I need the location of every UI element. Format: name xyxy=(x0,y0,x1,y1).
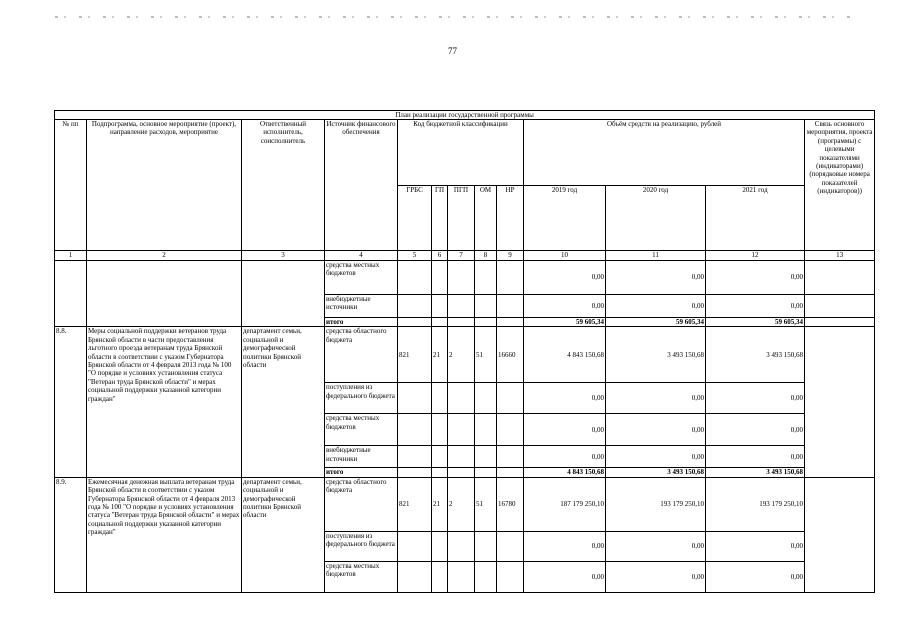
amount-2021: 0,00 xyxy=(706,261,805,295)
amount-2019: 0,00 xyxy=(524,295,606,318)
amount-2019: 0,00 xyxy=(524,446,606,468)
total-2020: 59 605,34 xyxy=(606,318,706,327)
amount-2021: 0,00 xyxy=(706,446,805,468)
col-number: 8 xyxy=(475,251,497,261)
amount-2021: 0,00 xyxy=(706,295,805,318)
header-subprogram: Подпрограмма, основное мероприятие (проект), направление расходов, мероприятие xyxy=(87,120,242,251)
measure-name: Меры социальной поддержки ветеранов труда Брянской области в части предоставления льготного проезда ветеранам труда Брянской области в соответствии с указом Губернатора Брянской области от 4 февраля 2013 года № 100 "О порядке и условиях установления статуса "Ветеран труда Брянской области" и мерах социальной поддержки указанной категории граждан" xyxy=(87,327,242,477)
amount-2020: 0,00 xyxy=(606,383,706,414)
source-label: средства местных бюджетов xyxy=(325,561,398,592)
amount-2019: 0,00 xyxy=(524,531,606,561)
executor-name: департамент семьи, социальной и демографической политики Брянской области xyxy=(242,477,325,592)
table-row xyxy=(55,477,875,531)
source-label: поступления из федерального бюджета xyxy=(325,531,398,561)
pgp-code: 2 xyxy=(448,327,475,383)
source-label: средства местных бюджетов xyxy=(325,261,398,295)
total-label: итого xyxy=(325,318,398,327)
header-row-1 xyxy=(55,120,875,186)
col-number: 10 xyxy=(524,251,606,261)
total-label: итого xyxy=(325,468,398,477)
grbs-code: 821 xyxy=(398,477,432,531)
total-2021: 3 493 150,68 xyxy=(706,468,805,477)
amount-2019: 187 179 250,10 xyxy=(524,477,606,531)
scan-noise-line xyxy=(55,16,855,18)
np-code: 16660 xyxy=(497,327,524,383)
source-label: поступления из федерального бюджета xyxy=(325,383,398,414)
amount-2020: 0,00 xyxy=(606,261,706,295)
np-code: 16780 xyxy=(497,477,524,531)
col-number: 2 xyxy=(87,251,242,261)
gp-code: 21 xyxy=(432,327,448,383)
amount-2020: 0,00 xyxy=(606,561,706,592)
amount-2021: 0,00 xyxy=(706,414,805,446)
total-2020: 3 493 150,68 xyxy=(606,468,706,477)
col-number: 11 xyxy=(606,251,706,261)
col-number: 13 xyxy=(805,251,875,261)
col-number: 12 xyxy=(706,251,805,261)
measure-name: Ежемесячная денежная выплата ветеранам труда Брянской области в соответствии с указом Губернатора Брянской области от 4 февраля 2013 года № 100 "О порядке и условиях установления статуса "Ветеран труда Брянской области" и мерах социальной поддержки указанной категории граждан" xyxy=(87,477,242,592)
amount-2021: 0,00 xyxy=(706,383,805,414)
table-row xyxy=(55,261,875,295)
header-2021: 2021 год xyxy=(706,185,805,251)
total-2019: 4 843 150,68 xyxy=(524,468,606,477)
amount-2019: 0,00 xyxy=(524,414,606,446)
om-code: 51 xyxy=(475,327,497,383)
col-number: 3 xyxy=(242,251,325,261)
plan-title-row xyxy=(55,111,875,120)
page-number: 77 xyxy=(448,46,457,56)
amount-2021: 3 493 150,68 xyxy=(706,327,805,383)
col-number: 6 xyxy=(432,251,448,261)
source-label: средства областного бюджета xyxy=(325,327,398,383)
header-link: Связь основного мероприятия, проекта (программы) с целевыми показателями (индикаторами) (порядковые номера показателей (индикаторов)) xyxy=(805,120,875,251)
source-label: средства местных бюджетов xyxy=(325,414,398,446)
amount-2020: 193 179 250,10 xyxy=(606,477,706,531)
col-number: 7 xyxy=(448,251,475,261)
header-np: НР xyxy=(497,185,524,251)
plan-title: План реализации государственной программы xyxy=(55,111,875,120)
amount-2020: 0,00 xyxy=(606,531,706,561)
total-2021: 59 605,34 xyxy=(706,318,805,327)
amount-2021: 0,00 xyxy=(706,561,805,592)
header-num: № пп xyxy=(55,120,87,251)
program-plan-table xyxy=(54,110,875,593)
amount-2020: 3 493 150,68 xyxy=(606,327,706,383)
header-budget-code: Код бюджетной классификации xyxy=(398,120,524,186)
grbs-code: 821 xyxy=(398,327,432,383)
header-om: ОМ xyxy=(475,185,497,251)
header-grbs: ГРБС xyxy=(398,185,432,251)
source-label: внебюджетные источники xyxy=(325,295,398,318)
pgp-code: 2 xyxy=(448,477,475,531)
column-numbers-row xyxy=(55,251,875,261)
row-number: 8.8. xyxy=(55,327,87,477)
col-number: 4 xyxy=(325,251,398,261)
col-number: 1 xyxy=(55,251,87,261)
header-gp: ГП xyxy=(432,185,448,251)
amount-2020: 0,00 xyxy=(606,446,706,468)
amount-2019: 0,00 xyxy=(524,261,606,295)
source-label: внебюджетные источники xyxy=(325,446,398,468)
om-code: 51 xyxy=(475,477,497,531)
col-number: 5 xyxy=(398,251,432,261)
header-2020: 2020 год xyxy=(606,185,706,251)
header-volume: Объём средств на реализацию, рублей xyxy=(524,120,805,186)
executor-name: департамент семьи, социальной и демографической политики Брянской области xyxy=(242,327,325,477)
table-row xyxy=(55,327,875,383)
col-number: 9 xyxy=(497,251,524,261)
total-2019: 59 605,34 xyxy=(524,318,606,327)
amount-2021: 0,00 xyxy=(706,531,805,561)
amount-2019: 4 843 150,68 xyxy=(524,327,606,383)
amount-2020: 0,00 xyxy=(606,295,706,318)
header-executor: Ответственный исполнитель, соисполнитель xyxy=(242,120,325,251)
gp-code: 21 xyxy=(432,477,448,531)
header-pgp: ПГП xyxy=(448,185,475,251)
header-source: Источник финансового обеспечения xyxy=(325,120,398,251)
amount-2020: 0,00 xyxy=(606,414,706,446)
source-label: средства областного бюджета xyxy=(325,477,398,531)
row-number: 8.9. xyxy=(55,477,87,592)
amount-2021: 193 179 250,10 xyxy=(706,477,805,531)
amount-2019: 0,00 xyxy=(524,561,606,592)
header-2019: 2019 год xyxy=(524,185,606,251)
amount-2019: 0,00 xyxy=(524,383,606,414)
